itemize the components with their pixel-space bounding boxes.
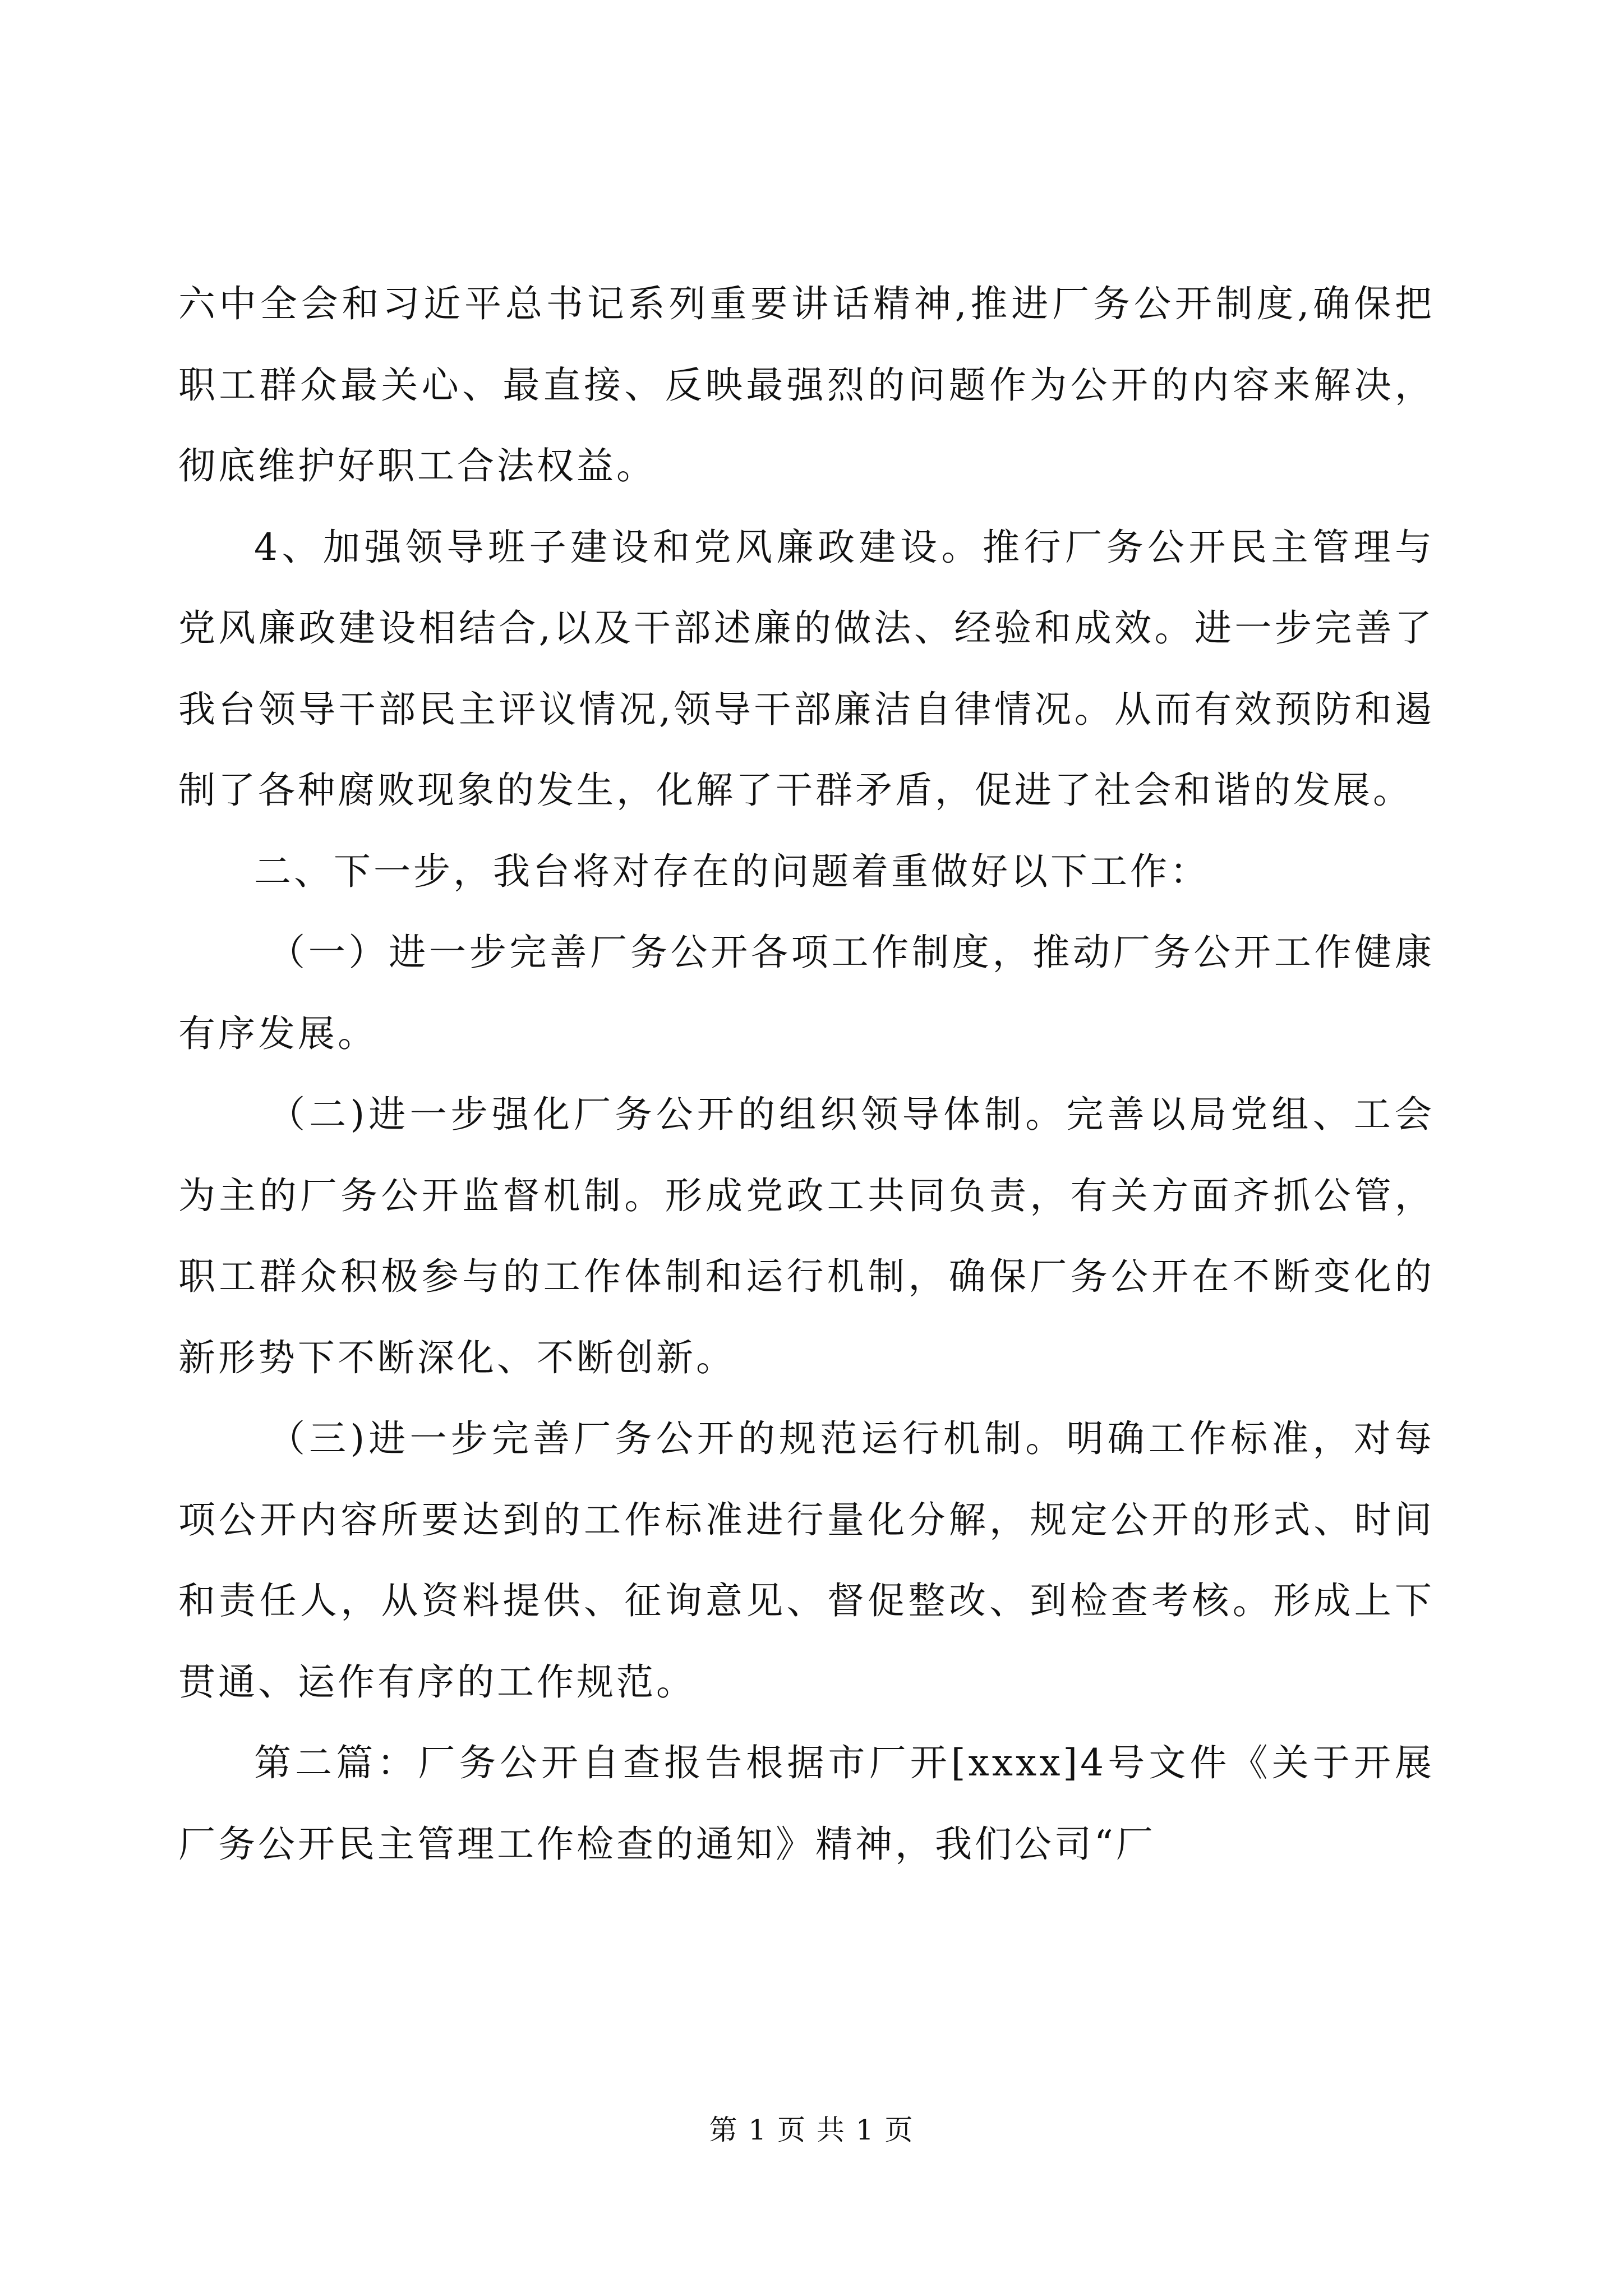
paragraph-sub-item-2: （二)进一步强化厂务公开的组织领导体制。完善以局党组、工会为主的厂务公开监督机制。形成党政工共同负责，有关方面齐抓公管，职工群众积极参与的工作体制和运行机制，确保厂务公开在不断变化的新形势下不断深化、不断创新。 <box>178 1093 1435 1379</box>
paragraph-second-article: 第二篇：厂务公开自查报告根据市厂开[xxxx]4号文件《关于开展厂务公开民主管理工作检查的通知》精神，我们公司“厂 <box>178 1741 1435 1866</box>
page-number-footer: 第 1 页 共 1 页 <box>709 2114 914 2146</box>
paragraph-sub-item-3: （三)进一步完善厂务公开的规范运行机制。明确工作标准，对每项公开内容所要达到的工作标准进行量化分解，规定公开的形式、时间和责任人，从资料提供、征询意见、督促整改、到检查考核。形成上下贯通、运作有序的工作规范。 <box>178 1417 1435 1704</box>
paragraph-section-two-heading: 二、下一步，我台将对存在的问题着重做好以下工作： <box>254 849 1210 893</box>
paragraph-item-4: 4、加强领导班子建设和党风廉政建设。推行厂务公开民主管理与党风廉政建设相结合,以及干部述廉的做法、经验和成效。进一步完善了我台领导干部民主评议情况,领导干部廉洁自律情况。从而有效预防和遏制了各种腐败现象的发生，化解了干群矛盾，促进了社会和谐的发展。 <box>178 525 1435 812</box>
document-body <box>178 264 1435 1885</box>
paragraph-sub-item-1: （一）进一步完善厂务公开各项工作制度，推动厂务公开工作健康有序发展。 <box>178 931 1435 1055</box>
paragraph-continuation: 六中全会和习近平总书记系列重要讲话精神,推进厂务公开制度,确保把职工群众最关心、最直接、反映最强烈的问题作为公开的内容来解决，彻底维护好职工合法权益。 <box>178 282 1435 487</box>
